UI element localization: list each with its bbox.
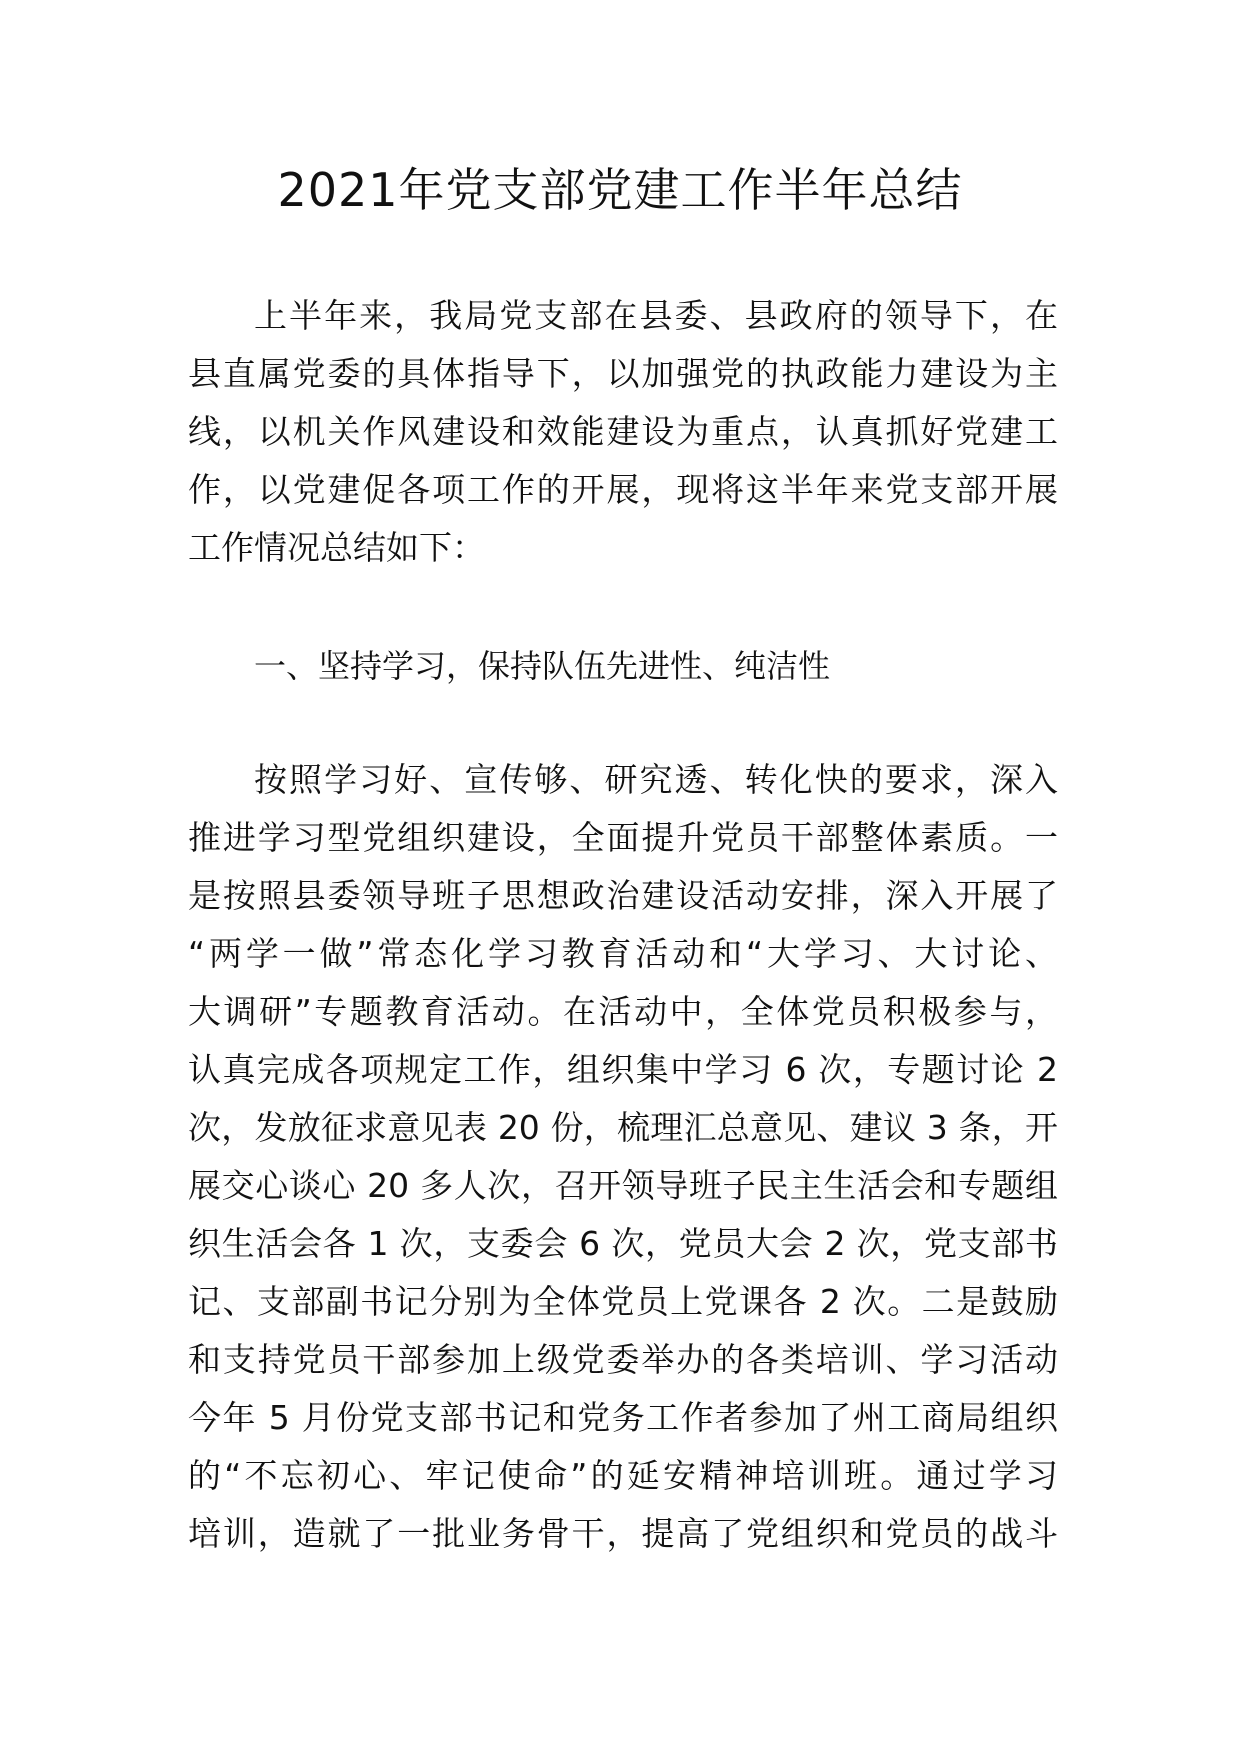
intro-line-1: 上半年来，我局党支部在县委、县政府的领导下，在 xyxy=(254,296,1058,335)
document-title: 2021年党支部党建工作半年总结 xyxy=(277,163,963,217)
section-1-line-5: 大调研”专题教育活动。在活动中，全体党员积极参与， xyxy=(188,992,1058,1031)
section-1-line-14: 培训，造就了一批业务骨干，提高了党组织和党员的战斗 xyxy=(188,1514,1058,1553)
intro-line-3: 线，以机关作风建设和效能建设为重点，认真抓好党建工 xyxy=(188,412,1058,451)
section-1-line-6: 认真完成各项规定工作，组织集中学习 6 次，专题讨论 2 xyxy=(188,1050,1058,1089)
section-1-line-2: 推进学习型党组织建设，全面提升党员干部整体素质。一 xyxy=(188,818,1058,857)
section-1-heading: 一、坚持学习，保持队伍先进性、纯洁性 xyxy=(254,647,831,685)
section-1-line-7: 次，发放征求意见表 20 份，梳理汇总意见、建议 3 条，开 xyxy=(188,1108,1058,1147)
intro-line-2: 县直属党委的具体指导下，以加强党的执政能力建设为主 xyxy=(188,354,1058,393)
section-1-line-3: 是按照县委领导班子思想政治建设活动安排，深入开展了 xyxy=(188,876,1058,915)
section-1-line-9: 织生活会各 1 次，支委会 6 次，党员大会 2 次，党支部书 xyxy=(188,1224,1058,1263)
intro-line-5: 工作情况总结如下： xyxy=(188,528,485,567)
section-1-line-10: 记、支部副书记分别为全体党员上党课各 2 次。二是鼓励 xyxy=(188,1282,1058,1321)
intro-line-4: 作，以党建促各项工作的开展，现将这半年来党支部开展 xyxy=(188,470,1058,509)
section-1-line-12: 今年 5 月份党支部书记和党务工作者参加了州工商局组织 xyxy=(188,1398,1058,1437)
section-1-line-1: 按照学习好、宣传够、研究透、转化快的要求，深入 xyxy=(254,760,1058,799)
section-1-line-11: 和支持党员干部参加上级党委举办的各类培训、学习活动 xyxy=(188,1340,1058,1379)
section-1-line-4: “两学一做”常态化学习教育活动和“大学习、大讨论、 xyxy=(188,934,1058,973)
section-1-line-8: 展交心谈心 20 多人次，召开领导班子民主生活会和专题组 xyxy=(188,1166,1058,1205)
section-1-line-13: 的“不忘初心、牢记使命”的延安精神培训班。通过学习 xyxy=(188,1456,1058,1495)
